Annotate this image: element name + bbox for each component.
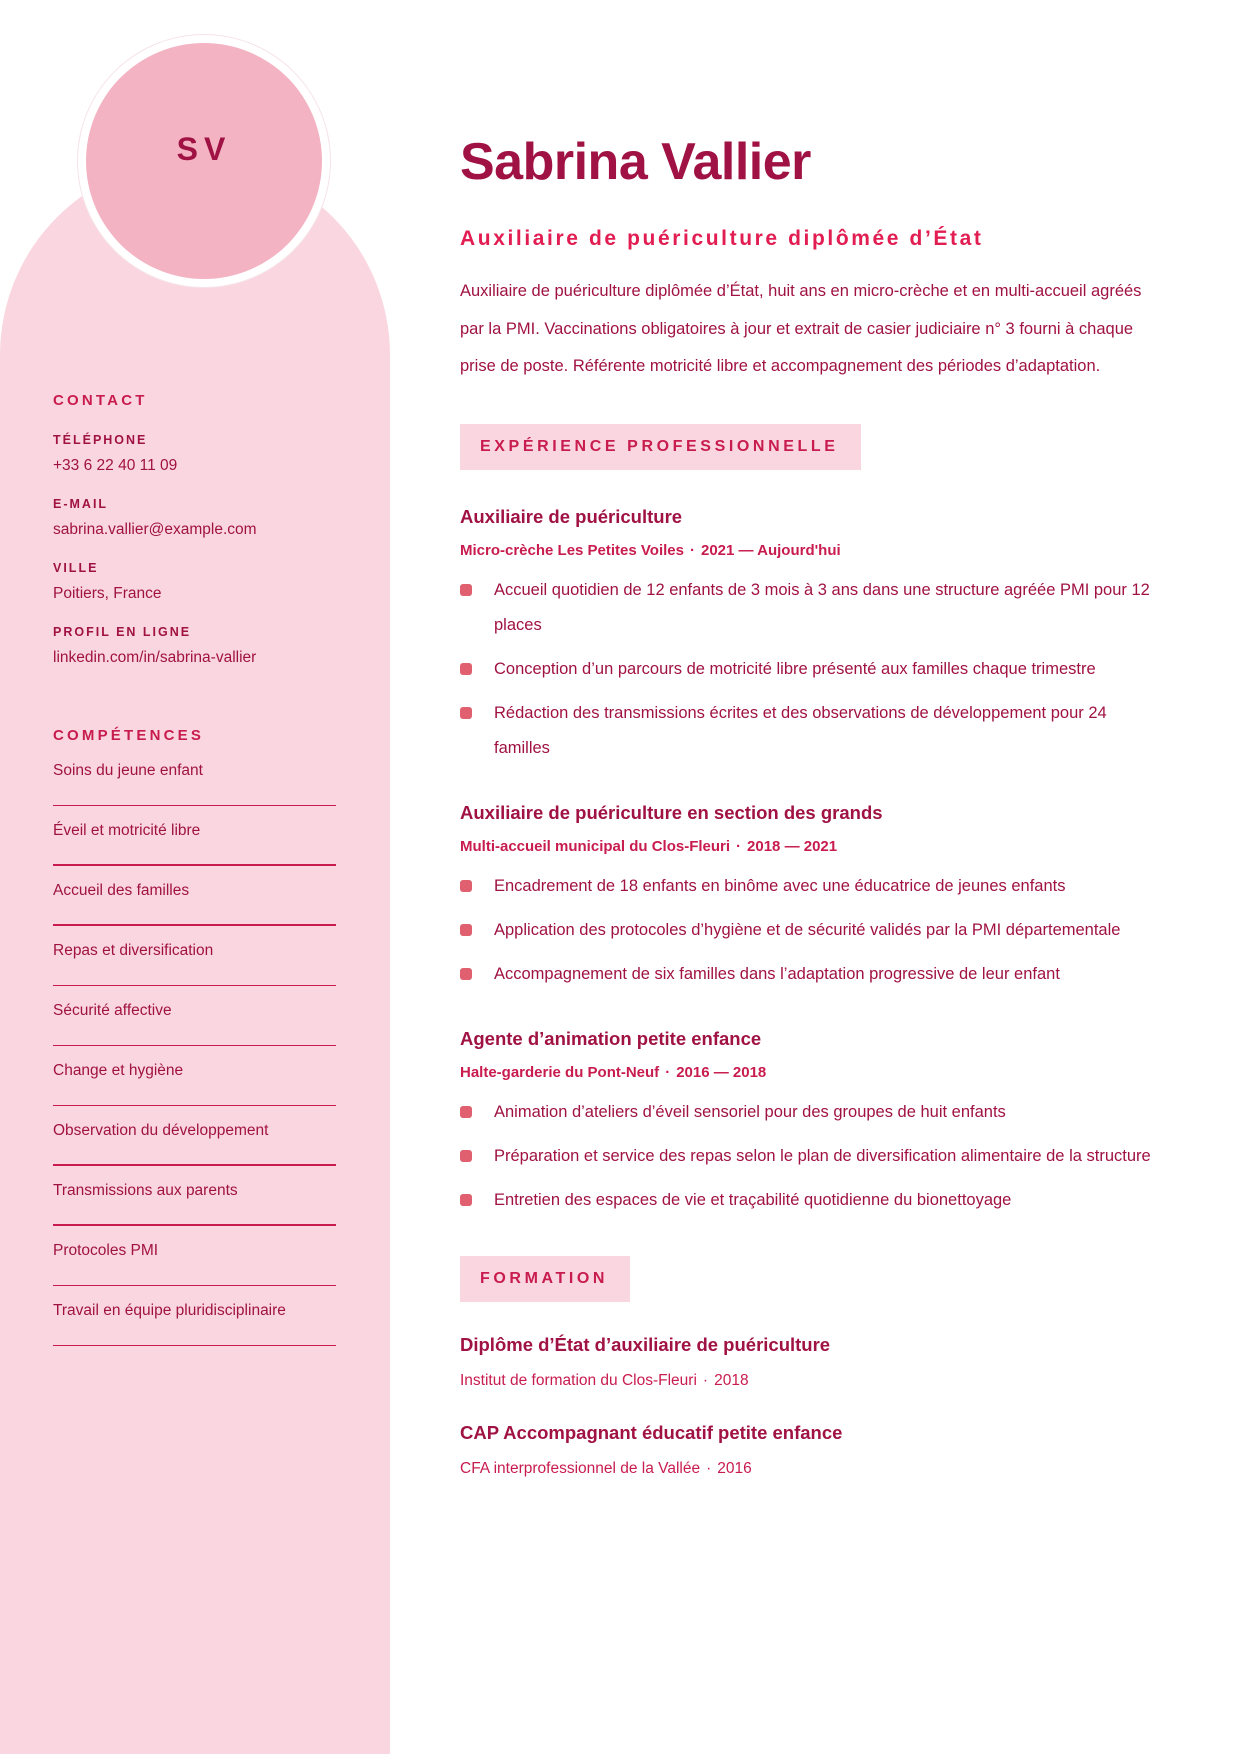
contact-label: E-MAIL (53, 497, 109, 511)
skill-item: Observation du développement (53, 1122, 336, 1166)
bullet-icon (460, 707, 472, 719)
skill-item: Sécurité affective (53, 1002, 336, 1046)
bullet-icon (460, 663, 472, 675)
profile-summary: Auxiliaire de puériculture diplômée d’État, huit ans en micro-crèche et en multi-accueil agréés par la PMI. Vaccinations obligatoires à jour et extrait de casier judiciaire n° 3 fourni à chaque prise de poste. Référente motricité libre et accompagnement des périodes d’adaptation. (460, 282, 1142, 376)
job-dates: 2021 — Aujourd'hui (700, 541, 841, 559)
job-dates: 2018 — 2021 (747, 837, 838, 855)
bullet-icon (460, 880, 472, 892)
job-bullet (460, 1095, 1160, 1130)
job-bullet (460, 913, 1160, 948)
skill-item: Soins du jeune enfant (53, 762, 336, 806)
meta-separator: · (689, 541, 695, 559)
contact-profile (53, 625, 336, 667)
bullet-icon (460, 584, 472, 596)
job-title: Auxiliaire de puériculture (460, 505, 683, 527)
education-meta (460, 1460, 1160, 1478)
education-meta (460, 1372, 1160, 1390)
skill-item: Accueil des familles (53, 882, 336, 926)
skill-item: Repas et diversification (53, 942, 336, 986)
education-heading: FORMATION (460, 1256, 630, 1302)
job-employer: Multi-accueil municipal du Clos-Fleuri (460, 837, 731, 855)
degree-year: 2018 (714, 1371, 749, 1389)
contact-phone (53, 433, 336, 475)
job-bullet (460, 652, 1160, 687)
skills-heading: COMPÉTENCES (53, 727, 205, 744)
bullet-text: Accueil quotidien de 12 enfants de 3 mois à 3 ans dans une structure agréée PMI pour 12 places (494, 580, 1150, 634)
job-meta (460, 1064, 1160, 1081)
bullet-icon (460, 1194, 472, 1206)
sidebar (53, 392, 336, 1362)
contact-heading: CONTACT (53, 392, 148, 409)
profile-link[interactable]: linkedin.com/in/sabrina-vallier (53, 649, 257, 666)
skill-item: Transmissions aux parents (53, 1182, 336, 1226)
bullet-icon (460, 1150, 472, 1162)
email-value[interactable]: sabrina.vallier@example.com (53, 521, 257, 538)
job-bullets (460, 869, 1160, 992)
education-section (460, 1256, 1160, 1478)
job-bullet (460, 869, 1160, 904)
meta-separator: · (736, 837, 742, 855)
job-entry (460, 506, 1160, 766)
bullet-text: Animation d’ateliers d’éveil sensoriel pour des groupes de huit enfants (494, 1102, 1006, 1121)
degree-title: Diplôme d’État d’auxiliaire de puériculture (460, 1333, 831, 1355)
skill-item: Éveil et motricité libre (53, 822, 336, 866)
bullet-text: Entretien des espaces de vie et traçabilité quotidienne du bionettoyage (494, 1190, 1012, 1209)
education-entry (460, 1334, 1160, 1390)
avatar-initials: SV (176, 131, 232, 167)
bullet-icon (460, 1106, 472, 1118)
job-title: Agente d’animation petite enfance (460, 1027, 762, 1049)
skill-item: Travail en équipe pluridisciplinaire (53, 1302, 336, 1346)
city-value: Poitiers, France (53, 585, 162, 602)
job-entry (460, 802, 1160, 992)
avatar-circle (86, 43, 322, 279)
bullet-text: Conception d’un parcours de motricité libre présenté aux familles chaque trimestre (494, 659, 1096, 678)
job-meta (460, 838, 1160, 855)
job-bullet (460, 1183, 1160, 1218)
job-bullet (460, 696, 1160, 766)
contact-email (53, 497, 336, 539)
contact-label: TÉLÉPHONE (53, 433, 148, 447)
contact-city (53, 561, 336, 603)
job-title: Auxiliaire de puériculture en section des grands (460, 801, 883, 823)
skill-item: Protocoles PMI (53, 1242, 336, 1286)
bullet-text: Accompagnement de six familles dans l’adaptation progressive de leur enfant (494, 964, 1060, 983)
main-content (460, 134, 1160, 1478)
job-employer: Micro-crèche Les Petites Voiles (460, 541, 684, 559)
job-employer: Halte-garderie du Pont-Neuf (460, 1063, 660, 1081)
meta-separator: · (665, 1063, 671, 1081)
candidate-role: Auxiliaire de puériculture diplômée d’État (460, 227, 984, 251)
bullet-text: Application des protocoles d’hygiène et de sécurité validés par la PMI départementale (494, 920, 1121, 939)
bullet-text: Encadrement de 18 enfants en binôme avec une éducatrice de jeunes enfants (494, 876, 1066, 895)
job-bullet (460, 573, 1160, 643)
contact-label: PROFIL EN LIGNE (53, 625, 192, 639)
avatar (78, 35, 330, 287)
experience-heading: EXPÉRIENCE PROFESSIONNELLE (460, 424, 861, 470)
school-name: CFA interprofessionnel de la Vallée (460, 1459, 701, 1477)
skill-item: Change et hygiène (53, 1062, 336, 1106)
education-entry (460, 1422, 1160, 1478)
bullet-icon (460, 968, 472, 980)
job-bullet (460, 1139, 1160, 1174)
job-meta (460, 542, 1160, 559)
bullet-text: Rédaction des transmissions écrites et des observations de développement pour 24 familles (494, 703, 1107, 757)
skills-list (53, 762, 336, 1346)
bullet-text: Préparation et service des repas selon le plan de diversification alimentaire de la structure (494, 1146, 1151, 1165)
meta-separator: · (706, 1459, 712, 1477)
degree-title: CAP Accompagnant éducatif petite enfance (460, 1421, 843, 1443)
meta-separator: · (702, 1371, 709, 1389)
job-bullets (460, 573, 1160, 766)
job-bullet (460, 957, 1160, 992)
phone-value[interactable]: +33 6 22 40 11 09 (53, 457, 178, 474)
job-entry (460, 1028, 1160, 1218)
experience-section (460, 424, 1160, 1218)
job-bullets (460, 1095, 1160, 1218)
candidate-name: Sabrina Vallier (460, 133, 811, 191)
degree-year: 2016 (717, 1459, 752, 1477)
job-dates: 2016 — 2018 (676, 1063, 767, 1081)
bullet-icon (460, 924, 472, 936)
school-name: Institut de formation du Clos-Fleuri (460, 1371, 697, 1389)
contact-label: VILLE (53, 561, 99, 575)
